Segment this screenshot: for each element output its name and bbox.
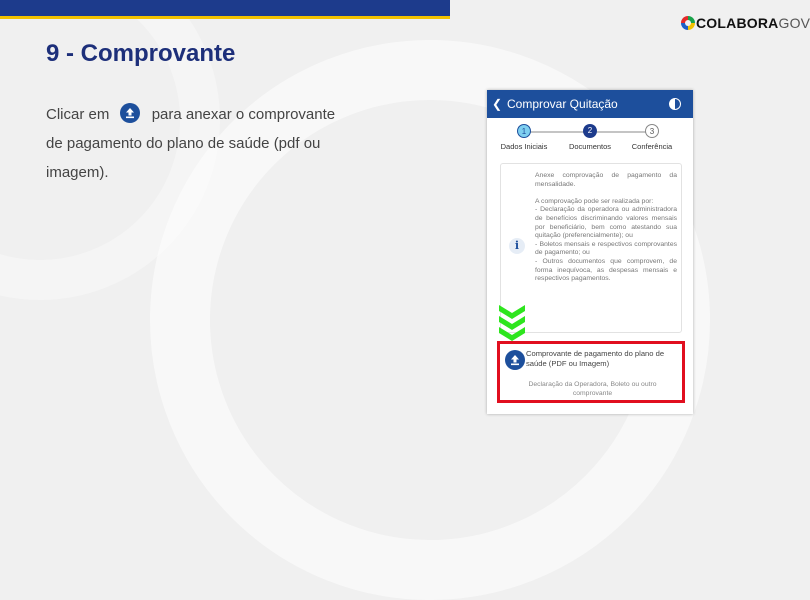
upload-icon [120,103,140,123]
info-paragraph: Anexe comprovação de pagamento da mensalidade. [535,172,677,188]
logo [681,13,810,33]
back-icon[interactable]: ❮ [491,97,503,111]
step-label: Dados Iniciais [500,142,548,151]
info-paragraph: - Boletos mensais e respectivos comprovantes de pagamento; ou [535,240,677,257]
logo-name: COLABORA [696,15,779,31]
info-paragraph: - Outros documentos que comprovem, de forma inequívoca, as despesas mensais e respectivos pagamentos. [535,257,677,283]
step-dados-iniciais[interactable] [489,124,559,151]
logo-suffix: GOV [778,15,810,31]
step-number: 2 [583,124,597,138]
info-text [535,172,677,284]
app-header [487,90,693,118]
contrast-icon[interactable] [669,98,681,110]
upload-subtitle: Declaração da Operadora, Boleto ou outro comprovante [528,381,657,397]
top-accent-bar [0,0,450,16]
logo-mark-icon [681,16,695,30]
chevron-down-icon [498,304,526,344]
step-label: Documentos [568,142,612,151]
slide-description [46,100,336,187]
step-number: 3 [645,124,659,138]
slide-title: 9 - Comprovante [46,40,236,67]
info-icon: i [509,238,525,254]
step-number: 1 [517,124,531,138]
upload-proof-item[interactable] [497,341,685,403]
description-text-after: para anexar o comprovante de pagamento do plano de saúde (pdf ou imagem). [46,106,336,181]
stepper [487,124,693,158]
info-paragraph: - Declaração da operadora ou administradora de benefícios discriminando valores mensais por beneficiário, bem como atestando sua quitação (preferencialmente); ou [535,206,677,240]
info-card [500,163,682,333]
app-header-title: Comprovar Quitação [507,97,618,111]
step-label: Conferência [631,142,673,151]
step-conferencia[interactable] [617,124,687,151]
info-paragraph: A comprovação pode ser realizada por: [535,197,654,205]
description-text-before: Clicar em [46,106,110,123]
upload-icon[interactable] [505,350,525,370]
step-documentos[interactable] [555,124,625,151]
upload-title: Comprovante de pagamento do plano de saúde (PDF ou Imagem) [526,349,665,368]
